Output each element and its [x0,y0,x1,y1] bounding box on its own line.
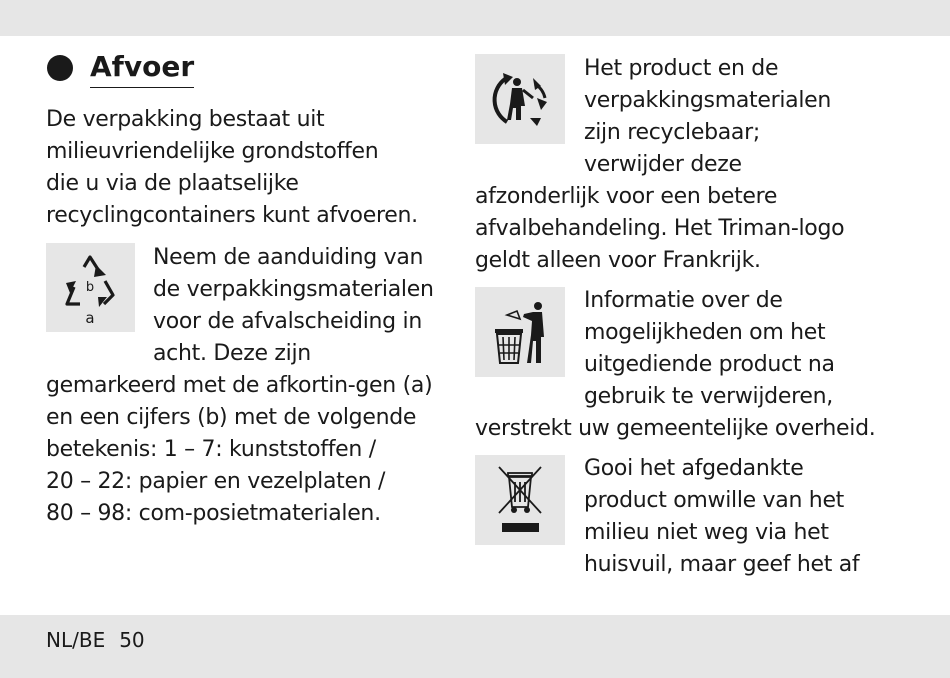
weee-text-beside [584,453,859,581]
text-line: Gooi het afgedankte [584,456,804,481]
text-line: en een cijfers (b) met de volgende [46,405,417,430]
text-line: milieu niet weg via het [584,520,829,545]
triman-logo-icon [475,54,565,144]
text-line: mogelijkheden om het [584,320,826,345]
text-line: product omwille van het [584,488,845,513]
page-footer [46,627,145,653]
dispose-text-below [475,413,875,445]
recycling-code-b: b [85,280,95,295]
text-line: zijn recyclebaar; [584,120,760,145]
text-line: de verpakkingsmaterialen [153,277,434,302]
recycling-code-a: a [85,309,95,327]
dispose-icon-box [475,287,565,377]
text-line: 20 – 22: papier en vezelplaten / [46,469,386,494]
text-line: verwijder deze [584,152,742,177]
intro-paragraph [46,104,418,232]
text-line: acht. Deze zijn [153,341,311,366]
text-line: verstrekt uw gemeentelijke overheid. [475,416,876,441]
text-line: huisvuil, maar geef het af [584,552,860,577]
text-line: afvalbehandeling. Het Triman-logo [475,216,845,241]
text-line: 80 – 98: com-posietmaterialen. [46,501,381,526]
text-line: Neem de aanduiding van [153,245,424,270]
section-bullet [47,55,73,81]
text-line: Het product en de [584,56,779,81]
dispose-text-beside [584,285,835,413]
top-band [0,0,950,36]
text-line: voor de afvalscheiding in [153,309,422,334]
recycling-icon-box [46,243,135,332]
text-line: geldt alleen voor Frankrijk. [475,248,761,273]
triman-text-beside [584,53,831,181]
crossed-wheelie-bin-icon [475,455,565,545]
triman-text-below [475,181,844,277]
triman-icon-box [475,54,565,144]
text-line: verpakkingsmaterialen [584,88,832,113]
text-line: die u via de plaatselijke [46,171,299,196]
text-line: Informatie over de [584,288,783,313]
text-line: uitgediende product na [584,352,835,377]
text-line: afzonderlijk voor een betere [475,184,778,209]
recycling-text-beside [153,242,434,370]
text-line: milieuvriendelijke grondstoffen [46,139,379,164]
text-line: De verpakking bestaat uit [46,107,325,132]
recycling-text-below [46,370,432,530]
person-trash-bin-icon [475,287,565,377]
text-line: gebruik te verwijderen, [584,384,833,409]
footer-language: NL/BE [46,628,106,652]
weee-icon-box [475,455,565,545]
recycling-triangle-icon [46,243,135,332]
section-title: Afvoer [90,49,194,88]
text-line: recyclingcontainers kunt afvoeren. [46,203,418,228]
text-line: betekenis: 1 – 7: kunststoffen / [46,437,376,462]
text-line: gemarkeerd met de afkortin-gen (a) [46,373,433,398]
footer-page-number: 50 [119,628,145,652]
